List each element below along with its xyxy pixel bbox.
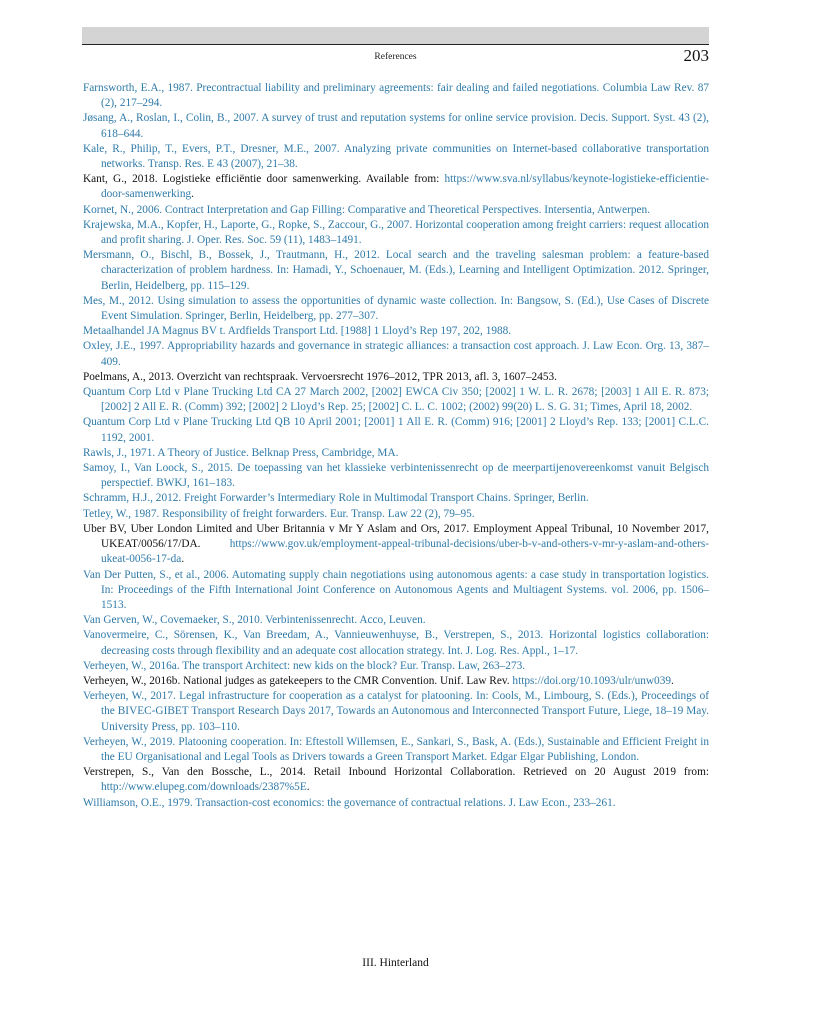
- reference-entry: [83, 689, 709, 735]
- reference-entry: [83, 765, 709, 795]
- header-rule: [82, 44, 709, 45]
- reference-link[interactable]: http://www.elupeg.com/downloads/2387%5E: [101, 781, 307, 794]
- reference-text: Verheyen, W., 2016a. The transport Architect: new kids on the block? Eur. Transp. Law, 263–273.: [83, 659, 526, 672]
- reference-text: Verheyen, W., 2016b. National judges as gatekeepers to the CMR Convention. Unif. Law Rev.: [83, 674, 513, 687]
- reference-entry: [83, 674, 709, 689]
- reference-text: Kornet, N., 2006. Contract Interpretation and Gap Filling: Comparative and Theoretical Perspectives. Intersentia, Antwerpen.: [83, 203, 650, 216]
- reference-text: Krajewska, M.A., Kopfer, H., Laporte, G., Ropke, S., Zaccour, G., 2007. Horizontal cooperation among freight carriers: request allocation and profit sharing. J. Oper. Res. Soc. 59 (11), 1483–1491.: [83, 218, 709, 247]
- running-head: References: [374, 52, 417, 62]
- header-band: [82, 27, 709, 44]
- page-number: 203: [683, 46, 709, 65]
- reference-entry: [83, 796, 709, 811]
- reference-entry: [83, 370, 709, 385]
- reference-entry: [83, 446, 709, 461]
- reference-entry: [83, 324, 709, 339]
- reference-text: Verheyen, W., 2017. Legal infrastructure for cooperation as a catalyst for platooning. In: Cools, M., Limbourg, S. (Eds.), Proceedings of the BIVEC-GIBET Transport Research Days 2017, Towards an Autonomous and Interconnected Transport Future, Liege, 18–19 May. University Press, pp. 103–110.: [83, 690, 709, 733]
- reference-text: Poelmans, A., 2013. Overzicht van rechtspraak. Vervoersrecht 1976–2012, TPR 2013, afl. 3, 1607–2453.: [83, 370, 557, 383]
- reference-entry: [83, 248, 709, 294]
- reference-text: Quantum Corp Ltd v Plane Trucking Ltd CA 27 March 2002, [2002] EWCA Civ 350; [2002] 1 W. L. R. 2678; [2003] 1 All E. R. 873; [2002] 2 All E. R. (Comm) 392; [2002] 2 Lloyd’s Rep. 25; [2002] C. L. C. 1002; (2002) 99(20) L. S. G. 31; Times, April 18, 2002.: [83, 386, 709, 414]
- reference-entry: [83, 294, 709, 324]
- reference-list: [83, 81, 709, 811]
- reference-entry: [83, 491, 709, 506]
- reference-text: Kant, G., 2018. Logistieke efficiëntie door samenwerking. Available from:: [83, 173, 445, 186]
- reference-trailing-punctuation: .: [306, 781, 310, 794]
- reference-entry: [83, 461, 709, 491]
- reference-text: Schramm, H.J., 2012. Freight Forwarder’s Intermediary Role in Multimodal Transport Chains. Springer, Berlin.: [83, 492, 589, 505]
- reference-entry: [83, 142, 709, 172]
- reference-entry: [83, 507, 709, 522]
- reference-link[interactable]: https://www.sva.nl/syllabus/keynote-logistieke-efficientie-door-samenwerking: [101, 173, 709, 201]
- reference-text: Jøsang, A., Roslan, I., Colin, B., 2007. A survey of trust and reputation systems for online service provision. Decis. Support. Syst. 43 (2), 618–644.: [83, 112, 709, 140]
- reference-entry: [83, 735, 709, 765]
- reference-trailing-punctuation: .: [181, 553, 185, 566]
- reference-text: Metaalhandel JA Magnus BV t. Ardfields Transport Ltd. [1988] 1 Lloyd’s Rep 197, 202, 1988.: [83, 325, 512, 338]
- reference-trailing-punctuation: .: [671, 674, 674, 687]
- reference-entry: [83, 659, 709, 674]
- reference-text: Rawls, J., 1971. A Theory of Justice. Belknap Press, Cambridge, MA.: [83, 446, 399, 459]
- reference-entry: [83, 385, 709, 415]
- reference-text: Van Gerven, W., Covemaeker, S., 2010. Verbintenissenrecht. Acco, Leuven.: [83, 614, 426, 627]
- reference-entry: [83, 218, 709, 248]
- reference-text: Quantum Corp Ltd v Plane Trucking Ltd QB 10 April 2001; [2001] 1 All E. R. (Comm) 916; [2001] 2 Lloyd’s Rep. 133; [2001] C.L.C. 1192, 2001.: [83, 416, 709, 444]
- reference-text: Uber BV, Uber London Limited and Uber Britannia v Mr Y Aslam and Ors, 2017. Employment Appeal Tribunal, 10 November 2017, UKEAT/0056/17/DA.: [83, 522, 709, 551]
- reference-text: Mersmann, O., Bischl, B., Bossek, J., Trautmann, H., 2012. Local search and the traveling salesman problem: a feature-based characterization of problem hardness. In: Hamadi, Y., Schoenauer, M. (Eds.), Learning and Intelligent Optimization. 2012. Springer, Berlin, Heidelberg, pp. 115–129.: [83, 249, 709, 292]
- part-footer: III. Hinterland: [362, 957, 429, 969]
- reference-entry: [83, 111, 709, 141]
- reference-entry: [83, 628, 709, 658]
- reference-entry: [83, 172, 709, 202]
- reference-text: Williamson, O.E., 1979. Transaction-cost economics: the governance of contractual relations. J. Law Econ., 233–261.: [83, 796, 616, 809]
- reference-entry: [83, 568, 709, 614]
- reference-text: Farnsworth, E.A., 1987. Precontractual liability and preliminary agreements: fair dealing and failed negotiations. Columbia Law Rev. 87 (2), 217–294.: [83, 82, 709, 110]
- reference-entry: [83, 203, 709, 218]
- reference-link[interactable]: https://www.gov.uk/employment-appeal-tribunal-decisions/uber-b-v-and-others-v-mr-y-aslam-and-others-ukeat-0056-17-da: [101, 538, 709, 566]
- reference-entry: [83, 339, 709, 369]
- reference-entry: [83, 415, 709, 445]
- reference-text: Verheyen, W., 2019. Platooning cooperation. In: Eftestoll Willemsen, E., Sankari, S., Bask, A. (Eds.), Sustainable and Efficient Freight in the EU Organisational and Legal Tools as Drivers towards a Green Transport Market. Edgar Elgar Publishing, London.: [83, 735, 709, 763]
- reference-text: Verstrepen, S., Van den Bossche, L., 2014. Retail Inbound Horizontal Collaboration. Retrieved on 20 August 2019 from:: [83, 766, 709, 779]
- reference-text: Samoy, I., Van Loock, S., 2015. De toepassing van het klassieke verbintenissenrecht op de meerpartijenovereenkomst vanuit Belgisch perspectief. BWKJ, 161–183.: [83, 462, 709, 490]
- reference-text: Vanovermeire, C., Sörensen, K., Van Breedam, A., Vannieuwenhuyse, B., Verstrepen, S., 2013. Horizontal logistics collaboration: decreasing costs through flexibility and an adequate cost allocation strategy. Int. J. Log. Res. Appl., 1–17.: [83, 629, 709, 657]
- reference-text: Kale, R., Philip, T., Evers, P.T., Dresner, M.E., 2007. Analyzing private communities on Internet-based collaborative transportation networks. Transp. Res. E 43 (2007), 21–38.: [83, 142, 709, 171]
- reference-text: Mes, M., 2012. Using simulation to assess the opportunities of dynamic waste collection. In: Bangsow, S. (Ed.), Use Cases of Discrete Event Simulation. Springer, Berlin, Heidelberg, pp. 277–307.: [83, 294, 709, 323]
- reference-entry: [83, 522, 709, 568]
- reference-text: Oxley, J.E., 1997. Appropriability hazards and governance in strategic alliances: a transaction cost approach. J. Law Econ. Org. 13, 387–409.: [83, 340, 709, 368]
- reference-entry: [83, 613, 709, 628]
- reference-entry: [83, 81, 709, 111]
- reference-trailing-punctuation: .: [191, 188, 194, 201]
- reference-link[interactable]: https://doi.org/10.1093/ulr/unw039: [512, 674, 672, 687]
- reference-text: Tetley, W., 1987. Responsibility of freight forwarders. Eur. Transp. Law 22 (2), 79–95.: [83, 507, 475, 520]
- reference-text: Van Der Putten, S., et al., 2006. Automating supply chain negotiations using autonomous agents: a case study in transportation logistics. In: Proceedings of the Fifth International Joint Conference on Autonomous Agents and Multiagent Systems. vol. 2006, pp. 1506–1513.: [83, 568, 709, 611]
